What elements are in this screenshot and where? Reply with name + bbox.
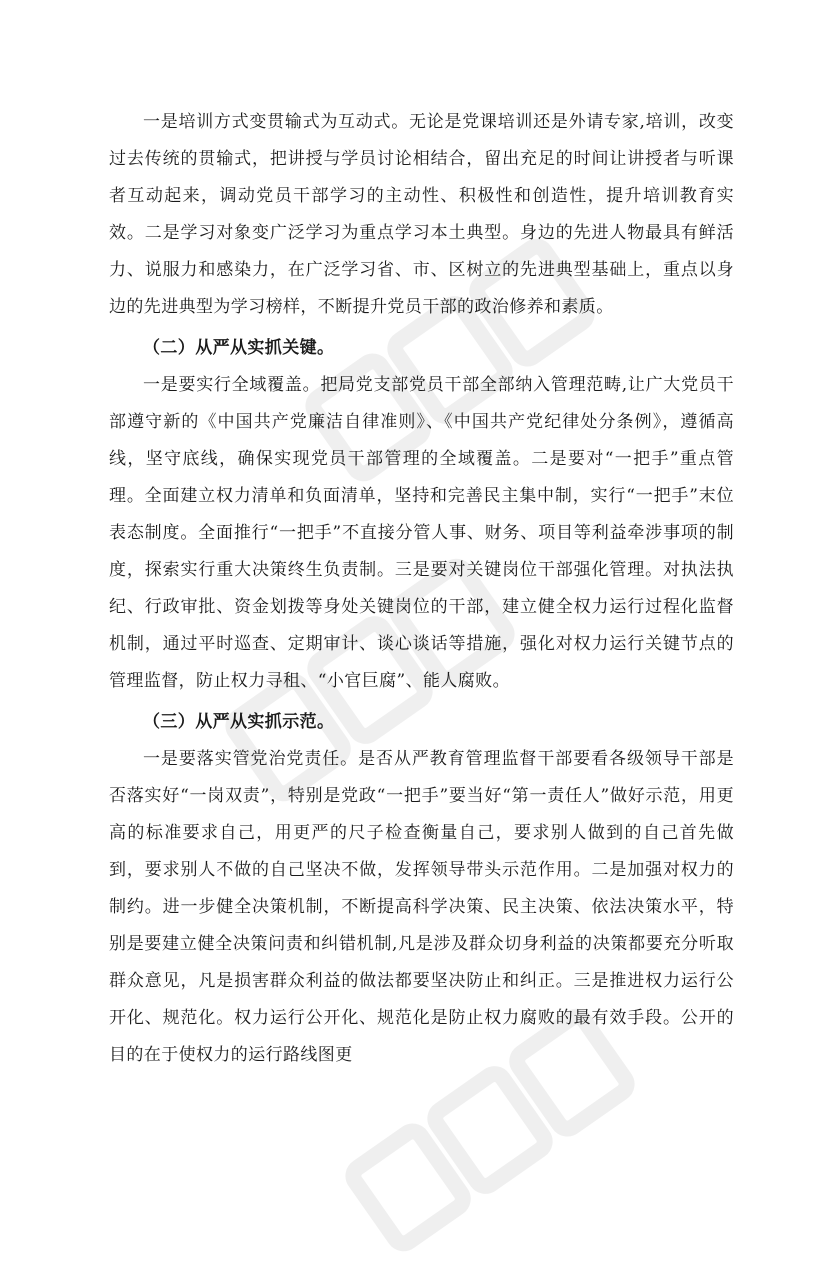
document-body <box>109 104 734 1074</box>
paragraph-demonstration: 一是要落实管党治党责任。是否从严教育管理监督干部要看各级领导干部是否落实好“一岗双责”，特别是党政“一把手”要当好“第一责任人”做好示范，用更高的标准要求自己，用更严的尺子检查衡量自己，要求别人做到的自己首先做到，要求别人不做的自己坚决不做，发挥领导带头示范作用。二是加强对权力的制约。进一步健全决策机制，不断提高科学决策、民主决策、依法决策水平，特别是要建立健全决策问责和纠错机制,凡是涉及群众切身利益的决策都要充分听取群众意见，凡是损害群众利益的做法都要坚决防止和纠正。三是推进权力运行公开化、规范化。权力运行公开化、规范化是防止权力腐败的最有效手段。公开的目的在于使权力的运行路线图更 <box>109 749 734 1065</box>
paragraph-key-points: 一是要实行全域覆盖。把局党支部党员干部全部纳入管理范畴,让广大党员干部遵守新的《中国共产党廉洁自律准则》、《中国共产党纪律处分条例》，遵循高线，坚守底线，确保实现党员干部管理的全域覆盖。二是要对“一把手”重点管理。全面建立权力清单和负面清单，坚持和完善民主集中制，实行“一把手”末位表态制度。全面推行“一把手”不直接分管人事、财务、项目等利益牵涉事项的制度，探索实行重大决策终生负责制。三是要对关键岗位干部强化管理。对执法执纪、行政审批、资金划拨等身处关键岗位的干部，建立健全权力运行过程化监督机制，通过平时巡查、定期审计、谈心谈话等措施，强化对权力运行关键节点的管理监督，防止权力寻租、“小官巨腐”、能人腐败。 <box>109 375 734 691</box>
paragraph-training-methods: 一是培训方式变贯输式为互动式。无论是党课培训还是外请专家,培训，改变过去传统的贯输式，把讲授与学员讨论相结合，留出充足的时间让讲授者与听课者互动起来，调动党员干部学习的主动性、积极性和创造性，提升培训教育实效。二是学习对象变广泛学习为重点学习本土典型。身边的先进人物最具有鲜活力、说服力和感染力，在广泛学习省、市、区树立的先进典型基础上，重点以身边的先进典型为学习榜样，不断提升党员干部的政治修养和素质。 <box>109 112 734 317</box>
section-heading-key-points: （二）从严从实抓关键。 <box>143 338 335 358</box>
section-heading-demonstration: （三）从严从实抓示范。 <box>143 712 335 732</box>
